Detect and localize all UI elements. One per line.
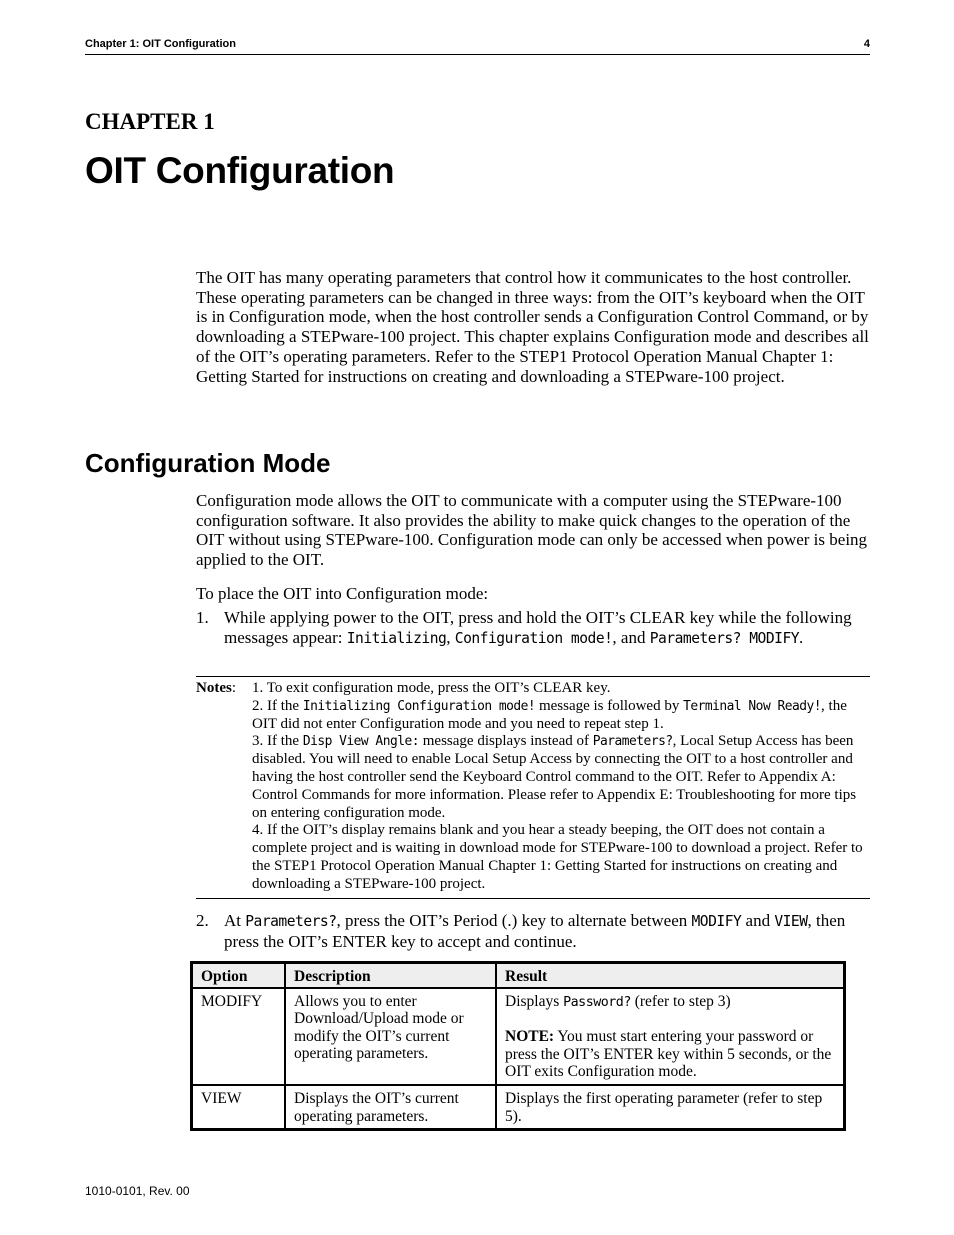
table-row bbox=[192, 988, 844, 1085]
place-intro: To place the OIT into Configuration mode: bbox=[196, 584, 489, 603]
separator: , bbox=[446, 627, 455, 647]
table-header-row bbox=[192, 963, 844, 988]
note-3-a: 3. If the bbox=[252, 733, 303, 750]
step-2-text bbox=[224, 911, 872, 951]
table-row bbox=[192, 1085, 844, 1129]
step-2-number: 2. bbox=[196, 911, 209, 930]
chapter-label: CHAPTER 1 bbox=[85, 109, 215, 134]
lcd-message: Password? bbox=[563, 994, 631, 1010]
note-2-a: 2. If the bbox=[252, 697, 303, 714]
running-header bbox=[85, 38, 870, 55]
table-header-option: Option bbox=[192, 963, 285, 988]
note-2-c: , the OIT did not enter Configuration mode and you need to repeat step 1. bbox=[252, 697, 847, 732]
note-4: 4. If the OIT’s display remains blank and you hear a steady beeping, the OIT does not contain a complete project and is waiting in download mode for STEPware-100 to download a project. Refer to the STEP1 Protocol Operation Manual Chapter 1: Getting Started for instructions on creating and downloading a STEPware-100 project. bbox=[252, 822, 863, 892]
step-1-text-a: While applying power to the OIT, press and hold the OIT’s CLEAR key while the following messages appear: bbox=[224, 608, 852, 647]
notes-label-colon: : bbox=[231, 680, 236, 696]
lcd-message: MODIFY bbox=[691, 913, 742, 930]
lcd-message: Terminal Now Ready! bbox=[683, 698, 822, 714]
result-text-a: Displays bbox=[505, 992, 564, 1010]
result-note bbox=[505, 1028, 836, 1081]
config-mode-paragraph: Configuration mode allows the OIT to communicate with a computer using the STEPware-100 configuration software. It also provides the ability to make quick changes to the operation of the OIT without using STEPware-100. Configuration mode can only be accessed when power is being applied to the OIT. bbox=[196, 491, 868, 570]
note-2-b: message is followed by bbox=[535, 697, 684, 714]
notes-list bbox=[252, 680, 870, 894]
period: . bbox=[799, 627, 804, 647]
table-header-result: Result bbox=[496, 963, 844, 988]
step-2-text-a: At bbox=[224, 911, 246, 930]
result-note-text: You must start entering your password or press the OIT’s ENTER key within 5 seconds, or the OIT exits Configuration mode. bbox=[505, 1028, 832, 1081]
notes-label-text: Notes bbox=[196, 680, 232, 696]
table-header-description: Description bbox=[285, 963, 496, 988]
table-cell-result bbox=[496, 988, 844, 1085]
notes-label bbox=[196, 680, 236, 698]
notes-box bbox=[196, 676, 870, 899]
table-cell-description: Allows you to enter Download/Upload mode or modify the OIT’s current operating parameters. bbox=[285, 988, 496, 1085]
step-1-text bbox=[224, 608, 872, 648]
result-line bbox=[505, 993, 836, 1012]
note-3 bbox=[252, 733, 870, 822]
table-cell-option: MODIFY bbox=[192, 988, 285, 1085]
header-page-number: 4 bbox=[863, 38, 870, 50]
lcd-message: Parameters? bbox=[592, 734, 673, 750]
lcd-message: Parameters? MODIFY bbox=[649, 629, 800, 647]
intro-paragraph: The OIT has many operating parameters that control how it communicates to the host controller. These operating parameters can be changed in three ways: from the OIT’s keyboard when the OIT is in Configuration mode, when the host controller sends a Configuration Control Command, or by downloading a STEPware-100 project. This chapter explains Configuration mode and describes all of the OIT’s operating parameters. Refer to the STEP1 Protocol Operation Manual Chapter 1: Getting Started for instructions on creating and downloading a STEPware-100 project. bbox=[196, 268, 869, 386]
result-text-b: (refer to step 3) bbox=[630, 992, 731, 1010]
separator: , and bbox=[612, 627, 650, 647]
options-table bbox=[190, 961, 846, 1131]
lcd-message: Disp View Angle: bbox=[302, 734, 420, 750]
header-chapter-ref: Chapter 1: OIT Configuration bbox=[85, 38, 236, 50]
note-1: 1. To exit configuration mode, press the OIT’s CLEAR key. bbox=[252, 680, 611, 696]
step-2-text-b: , press the OIT’s Period (.) key to alternate between bbox=[336, 911, 692, 930]
step-2-text-d: , then press the OIT’s ENTER key to accept and continue. bbox=[224, 911, 846, 951]
lcd-message: Initializing Configuration mode! bbox=[302, 698, 536, 714]
step-2-text-c: and bbox=[741, 911, 775, 930]
lcd-message: Configuration mode! bbox=[454, 629, 613, 647]
note-3-c: , Local Setup Access has been disabled. You will need to enable Local Setup Access by connecting the OIT to a host controller and having the host controller send the Keyboard Control command to the OIT. Refer to Appendix A: Control Commands for more information. Please refer to Appendix E: Troubleshooting for more tips on entering configuration mode. bbox=[252, 733, 857, 821]
chapter-title: OIT Configuration bbox=[85, 150, 395, 191]
footer-doc-id: 1010-0101, Rev. 00 bbox=[85, 1184, 190, 1198]
section-title: Configuration Mode bbox=[85, 448, 331, 478]
note-2 bbox=[252, 698, 870, 734]
lcd-message: VIEW bbox=[774, 913, 808, 930]
lcd-message: Initializing bbox=[346, 629, 447, 647]
table-cell-result: Displays the first operating parameter (refer to step 5). bbox=[496, 1085, 844, 1129]
step-1-number: 1. bbox=[196, 608, 209, 627]
note-3-b: message displays instead of bbox=[419, 733, 593, 750]
table-cell-option: VIEW bbox=[192, 1085, 285, 1129]
lcd-message: Parameters? bbox=[245, 913, 337, 930]
table-cell-description: Displays the OIT’s current operating parameters. bbox=[285, 1085, 496, 1129]
result-note-label: NOTE: bbox=[505, 1028, 555, 1046]
